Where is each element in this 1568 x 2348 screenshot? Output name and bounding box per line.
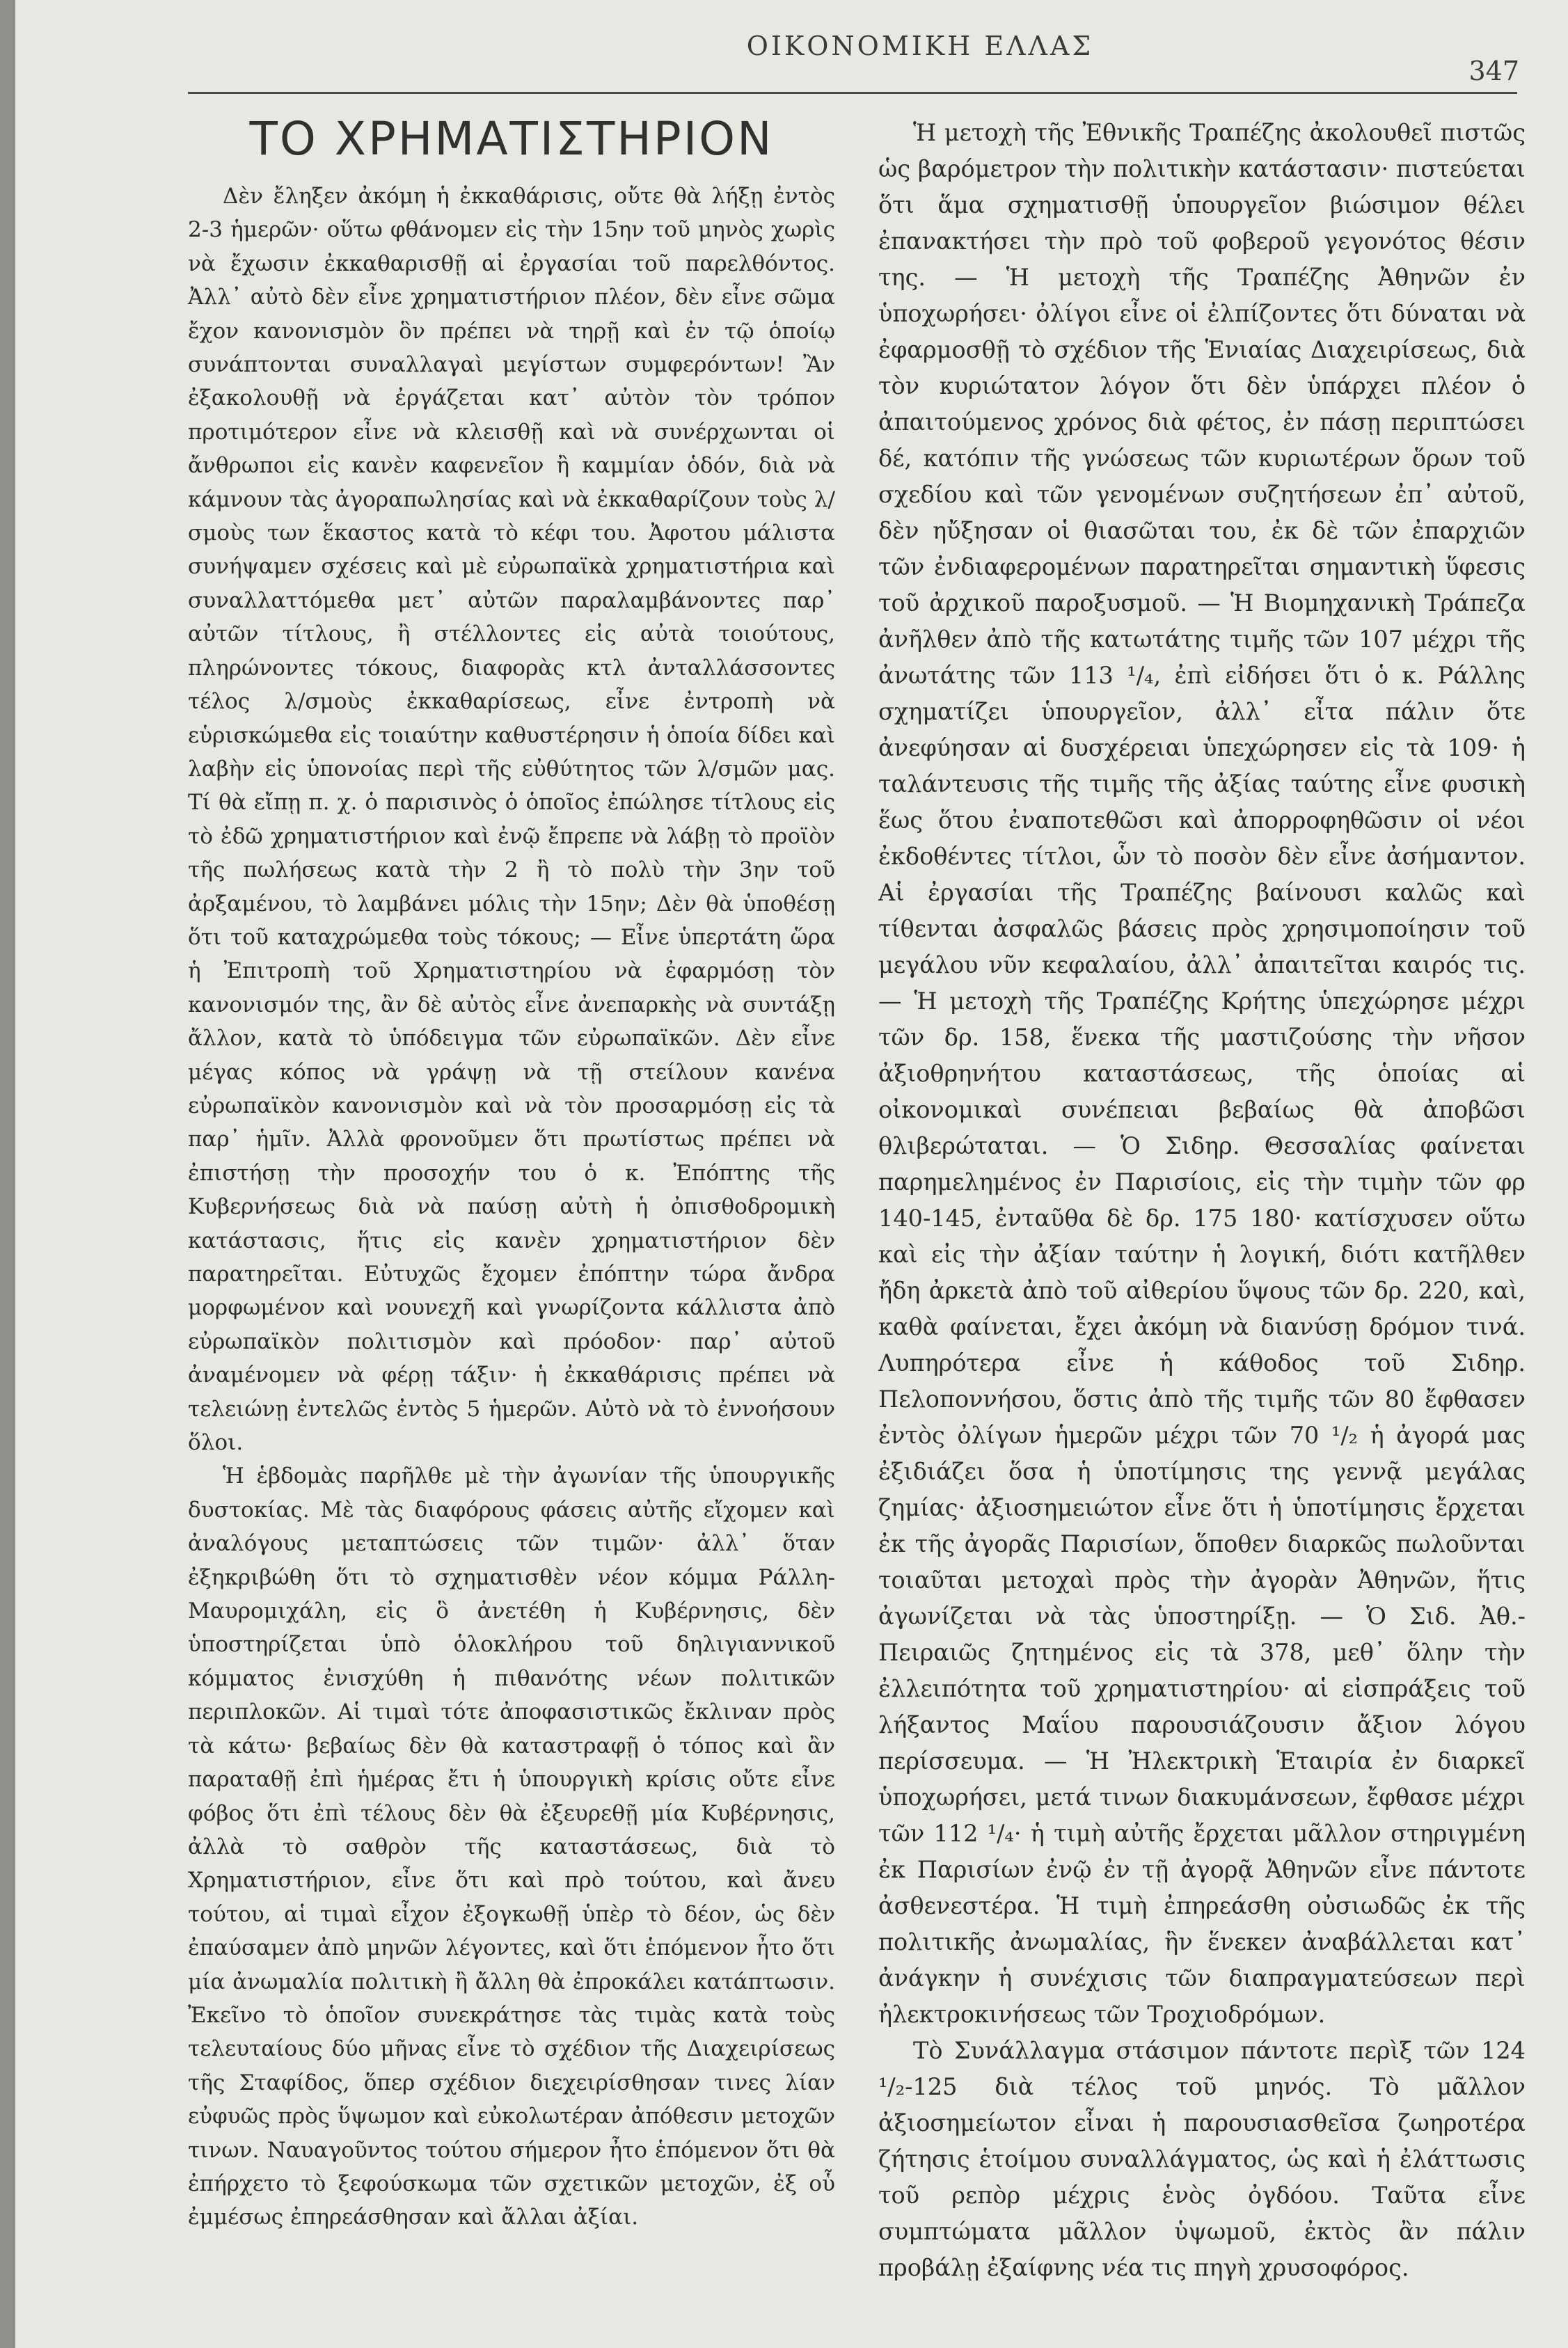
page-number: 347 bbox=[1468, 56, 1519, 86]
article-paragraph: Τὸ Συνάλλαγμα στάσιμον πάντοτε περὶξ τῶν 124 ¹/₂-125 διὰ τέλος τοῦ μηνός. Τὸ μᾶλλον ἀξιοσημείωτον εἶναι ἡ παρουσιασθεῖσα ζωηροτέρα ζήτησις ἑτοίμου συναλλάγματος, ὡς καὶ ἡ ἐλάττωσις τοῦ ρεπὸρ μέχρις ἑνὸς ὀγδόου. Ταῦτα εἶνε συμπτώματα μᾶλλον ὑψωμοῦ, ἐκτὸς ἂν πάλιν προβάλῃ ἐξαίφνης νέα τις πηγὴ χρυσοφόρος. bbox=[878, 2037, 1526, 2281]
article-paragraph: Ἡ ἑβδομὰς παρῆλθε μὲ τὴν ἀγωνίαν τῆς ὑπουργικῆς δυστοκίας. Μὲ τὰς διαφόρους φάσεις αὐτῆς εἴχομεν καὶ ἀναλόγους μεταπτώσεις τῶν τιμῶν· ἀλλ᾽ ὅταν ἐξηκριβώθη ὅτι τὸ σχηματισθὲν νέον κόμμα Ράλλη-Μαυρομιχάλη, εἰς ὃ ἀνετέθη ἡ Κυβέρνησις, δὲν ὑποστηρίζεται ὑπὸ ὁλοκλήρου τοῦ δηλιγιαννικοῦ κόμματος ἐνισχύθη ἡ πιθανότης νέων πολιτικῶν περιπλοκῶν. Αἱ τιμαὶ τότε ἀποφασιστικῶς ἔκλιναν πρὸς τὰ κάτω· βεβαίως δὲν θὰ καταστραφῇ ὁ τόπος καὶ ἂν παραταθῇ ἐπὶ ἡμέρας ἔτι ἡ ὑπουργικὴ κρίσις οὔτε εἶνε φόβος ὅτι ἐπὶ τέλους δὲν θὰ ἐξευρεθῇ μία Κυβέρνησις, ἀλλὰ τὸ σαθρὸν τῆς καταστάσεως, διὰ τὸ Χρηματιστήριον, εἶνε ὅτι καὶ πρὸ τούτου, καὶ ἄνευ τούτου, αἱ τιμαὶ εἶχον ἐξογκωθῇ ὑπὲρ τὸ δέον, ὡς δὲν ἐπαύσαμεν ἀπὸ μηνῶν λέγοντες, καὶ ὅτι ἑπόμενον ἦτο ὅτι μία ἀνωμαλία πολιτικὴ ἢ ἄλλη θὰ ἐπροκάλει κατάπτωσιν. Ἐκεῖνο τὸ ὁποῖον συνεκράτησε τὰς τιμὰς κατὰ τοὺς τελευταίους δύο μῆνας εἶνε τὸ σχέδιον τῆς Διαχειρίσεως τῆς Σταφίδος, ὅπερ σχέδιον διεχειρίσθησαν τινες λίαν εὐφυῶς πρὸς ὕψωμον καὶ εὐκολωτέραν ἀπόθεσιν μετοχῶν τινων. Ναυαγοῦντος τούτου σήμερον ἦτο ἑπόμενον ὅτι θὰ ἐπήρχετο τὸ ξεφούσκωμα τῶν σχετικῶν μετοχῶν, ἐξ οὗ ἐμμέσως ἐπηρεάσθησαν καὶ ἄλλαι ἀξίαι. bbox=[188, 1463, 835, 2230]
left-column bbox=[188, 111, 835, 2235]
right-column bbox=[878, 115, 1526, 2286]
article-paragraph: Ἡ μετοχὴ τῆς Ἐθνικῆς Τραπέζης ἀκολουθεῖ πιστῶς ὡς βαρόμετρον τὴν πολιτικὴν κατάστασιν· πιστεύεται ὅτι ἅμα σχηματισθῇ ὑπουργεῖον βιώσιμον θέλει ἐπανακτήσει τὴν πρὸ τοῦ φοβεροῦ γεγονότος θέσιν της. — Ἡ μετοχὴ τῆς Τραπέζης Ἀθηνῶν ἐν ὑποχωρήσει· ὀλίγοι εἶνε οἱ ἐλπίζοντες ὅτι δύναται νὰ ἐφαρμοσθῇ τὸ σχέδιον τῆς Ἑνιαίας Διαχειρίσεως, διὰ τὸν κυριώτατον λόγον ὅτι δὲν ὑπάρχει πλέον ὁ ἀπαιτούμενος χρόνος διὰ φέτος, ἐν πάσῃ περιπτώσει δέ, κατόπιν τῆς γνώσεως τῶν κυριωτέρων ὅρων τοῦ σχεδίου καὶ τῶν γενομένων συζητήσεων ἐπ᾽ αὐτοῦ, δὲν ηὔξησαν οἱ θιασῶται του, ἐκ δὲ τῶν ἐπαρχιῶν τῶν ἐνδιαφερομένων παρατηρεῖται σημαντικὴ ὕφεσις τοῦ ἀρχικοῦ παροξυσμοῦ. — Ἡ Βιομηχανικὴ Τράπεζα ἀνῆλθεν ἀπὸ τῆς κατωτάτης τιμῆς τῶν 107 μέχρι τῆς ἀνωτάτης τῶν 113 ¹/₄, ἐπὶ εἰδήσει ὅτι ὁ κ. Ράλλης σχηματίζει ὑπουργεῖον, ἀλλ᾽ εἶτα πάλιν ὅτε ἀνεφύησαν αἱ δυσχέρειαι ὑπεχώρησεν εἰς τὰ 109· ἡ ταλάντευσις τῆς τιμῆς τῆς ἀξίας ταύτης εἶνε φυσικὴ ἕως ὅτου ἐναποτεθῶσι καὶ ἀπορροφηθῶσιν οἱ νέοι ἐκδοθέντες τίτλοι, ὧν τὸ ποσὸν δὲν εἶνε ἀσήμαντον. Αἱ ἐργασίαι τῆς Τραπέζης βαίνουσι καλῶς καὶ τίθενται ἀσφαλῶς βάσεις πρὸς χρησιμοποίησιν τοῦ μεγάλου νῦν κεφαλαίου, ἀλλ᾽ ἀπαιτεῖται καιρός τις. — Ἡ μετοχὴ τῆς Τραπέζης Κρήτης ὑπεχώρησε μέχρι τῶν δρ. 158, ἕνεκα τῆς μαστιζούσης τὴν νῆσον ἀξιοθρηνήτου καταστάσεως, τῆς ὁποίας αἱ οἰκονομικαὶ συνέπειαι βεβαίως θὰ ἀποβῶσι θλιβερώταται. — Ὁ Σιδηρ. Θεσσαλίας φαίνεται παρημελημένος ἐν Παρισίοις, εἰς τὴν τιμὴν τῶν φρ 140-145, ἐνταῦθα δὲ δρ. 175 180· κατίσχυσεν οὕτω καὶ εἰς τὴν ἀξίαν ταύτην ἡ λογική, διότι κατῆλθεν ἤδη ἀρκετὰ ἀπὸ τοῦ αἰθερίου ὕψους τῶν δρ. 220, καὶ, καθὰ φαίνεται, ἔχει ἀκόμη νὰ διανύσῃ δρόμον τινά. Λυπηρότερα εἶνε ἡ κάθοδος τοῦ Σιδηρ. Πελοποννήσου, ὅστις ἀπὸ τῆς τιμῆς τῶν 80 ἔφθασεν ἐντὸς ὀλίγων ἡμερῶν μέχρι τῶν 70 ¹/₂ ἡ ἀγορά μας ἐξιδιάζει ὅσα ἡ ὑποτίμησις της γεννᾷ μεγάλας ζημίας· ἀξιοσημειώτον εἶνε ὅτι ἡ ὑποτίμησις ἔρχεται ἐκ τῆς ἀγορᾶς Παρισίων, ὅποθεν διαρκῶς πωλοῦνται τοιαῦται μετοχαὶ πρὸς τὴν ἀγορὰν Ἀθηνῶν, ἥτις ἀγωνίζεται νὰ τὰς ὑποστηρίξῃ. — Ὁ Σιδ. Ἀθ.-Πειραιῶς ζητημένος εἰς τὰ 378, μεθ᾽ ὅλην τὴν ἐλλειπότητα τοῦ χρηματιστηρίου· αἱ εἰσπράξεις τοῦ λήξαντος Μαΐου παρουσιάζουσιν ἄξιον λόγου περίσσευμα. — Ἡ Ἠλεκτρικὴ Ἑταιρία ἐν διαρκεῖ ὑποχωρήσει, μετά τινων διακυμάνσεων, ἔφθασε μέχρι τῶν 112 ¹/₄· ἡ τιμὴ αὐτῆς ἔρχεται μᾶλλον στηριγμένη ἐκ Παρισίων ἐνῷ ἐν τῇ ἀγορᾷ Ἀθηνῶν εἶνε πάντοτε ἀσθενεστέρα. Ἡ τιμὴ ἐπηρεάσθη οὐσιωδῶς ἐκ τῆς πολιτικῆς ἀνωμαλίας, ἣν ἕνεκεν ἀναβάλλεται κατ᾽ ἀνάγκην ἡ συνέχισις τῶν διαπραγματεύσεων περὶ ἠλεκτροκινήσεως τῶν Τροχιοδρόμων. bbox=[878, 119, 1526, 2028]
article-title: ΤΟ ΧΡΗΜΑΤΙΣΤΗΡΙΟΝ bbox=[249, 112, 774, 166]
journal-page bbox=[15, 0, 1568, 2348]
header-rule bbox=[188, 92, 1517, 94]
article-paragraph: Δὲν ἔληξεν ἀκόμη ἡ ἐκκαθάρισις, οὔτε θὰ λήξῃ ἐντὸς 2-3 ἡμερῶν· οὕτω φθάνομεν εἰς τὴν 15ην τοῦ μηνὸς χωρὶς νὰ ἔχωσιν ἐκκαθαρισθῇ αἱ ἐργασίαι τοῦ παρελθόντος. Ἀλλ᾽ αὐτὸ δὲν εἶνε χρηματιστήριον πλέον, δὲν εἶνε σῶμα ἔχον κανονισμὸν ὃν πρέπει νὰ τηρῇ καὶ ἐν τῷ ὁποίῳ συνάπτονται συναλλαγαὶ μεγίστων συμφερόντων! Ἂν ἐξακολουθῇ νὰ ἐργάζεται κατ᾽ αὐτὸν τὸν τρόπον προτιμότερον εἶνε νὰ κλεισθῇ καὶ νὰ συνέρχωνται οἱ ἄνθρωποι εἰς κανὲν καφενεῖον ἢ καμμίαν ὁδόν, διὰ νὰ κάμνουν τὰς ἀγοραπωλησίας καὶ νὰ ἐκκαθαρίζουν τοὺς λ/σμοὺς των ἕκαστος κατὰ τὸ κέφι του. Ἀφοτου μάλιστα συνήψαμεν σχέσεις καὶ μὲ εὐρωπαϊκὰ χρηματιστήρια καὶ συναλλαττόμεθα μετ᾽ αὐτῶν παραλαμβάνοντες παρ᾽ αὐτῶν τίτλους, ἢ στέλλοντες εἰς αὐτὰ τοιούτους, πληρώνοντες τόκους, διαφορὰς κτλ ἀνταλλάσσοντες τέλος λ/σμοὺς ἐκκαθαρίσεως, εἶνε ἐντροπὴ νὰ εὑρισκώμεθα εἰς τοιαύτην καθυστέρησιν ἡ ὁποία δίδει καὶ λαβὴν εἰς ὑπονοίας περὶ τῆς εὐθύτητος τῶν λ/σμῶν μας. Τί θὰ εἴπῃ π. χ. ὁ παρισινὸς ὁ ὁποῖος ἐπώλησε τίτλους εἰς τὸ ἐδῶ χρηματιστήριον καὶ ἐνῷ ἔπρεπε νὰ λάβῃ τὸ προϊὸν τῆς πωλήσεως κατὰ τὴν 2 ἢ τὸ πολὺ τὴν 3ην τοῦ ἀρξαμένου, τὸ λαμβάνει μόλις τὴν 15ην; Δὲν θὰ ὑποθέσῃ ὅτι τοῦ καταχρώμεθα τοὺς τόκους; — Εἶνε ὑπερτάτη ὥρα ἡ Ἐπιτροπὴ τοῦ Χρηματιστηρίου νὰ ἐφαρμόσῃ τὸν κανονισμόν της, ἂν δὲ αὐτὸς εἶνε ἀνεπαρκὴς νὰ συντάξῃ ἄλλον, κατὰ τὸ ὑπόδειγμα τῶν εὐρωπαϊκῶν. Δὲν εἶνε μέγας κόπος νὰ γράψῃ νὰ τῇ στείλουν κανένα εὐρωπαϊκὸν κανονισμὸν καὶ νὰ τὸν προσαρμόσῃ εἰς τὰ παρ᾽ ἡμῖν. Ἀλλὰ φρονοῦμεν ὅτι πρωτίστως πρέπει νὰ ἐπιστήσῃ τὴν προσοχήν του ὁ κ. Ἐπόπτης τῆς Κυβερνήσεως διὰ νὰ παύσῃ αὐτὴ ἡ ὀπισθοδρομικὴ κατάστασις, ἥτις εἰς κανὲν χρηματιστήριον δὲν παρατηρεῖται. Εὐτυχῶς ἔχομεν ἐπόπτην τώρα ἄνδρα μορφωμένον καὶ νουνεχῆ καὶ γνωρίζοντα κάλλιστα ἀπὸ εὐρωπαϊκὸν πολιτισμὸν καὶ πρόοδον· παρ᾽ αὐτοῦ ἀναμένομεν νὰ φέρῃ τάξιν· ἡ ἐκκαθάρισις πρέπει νὰ τελειώνῃ ἐντελῶς ἐντὸς 5 ἡμερῶν. Αὐτὸ νὰ τὸ ἐννοήσουν ὅλοι. bbox=[188, 184, 835, 1456]
running-header: ΟΙΚΟΝΟΜΙΚΗ ΕΛΛΑΣ bbox=[746, 31, 1094, 61]
